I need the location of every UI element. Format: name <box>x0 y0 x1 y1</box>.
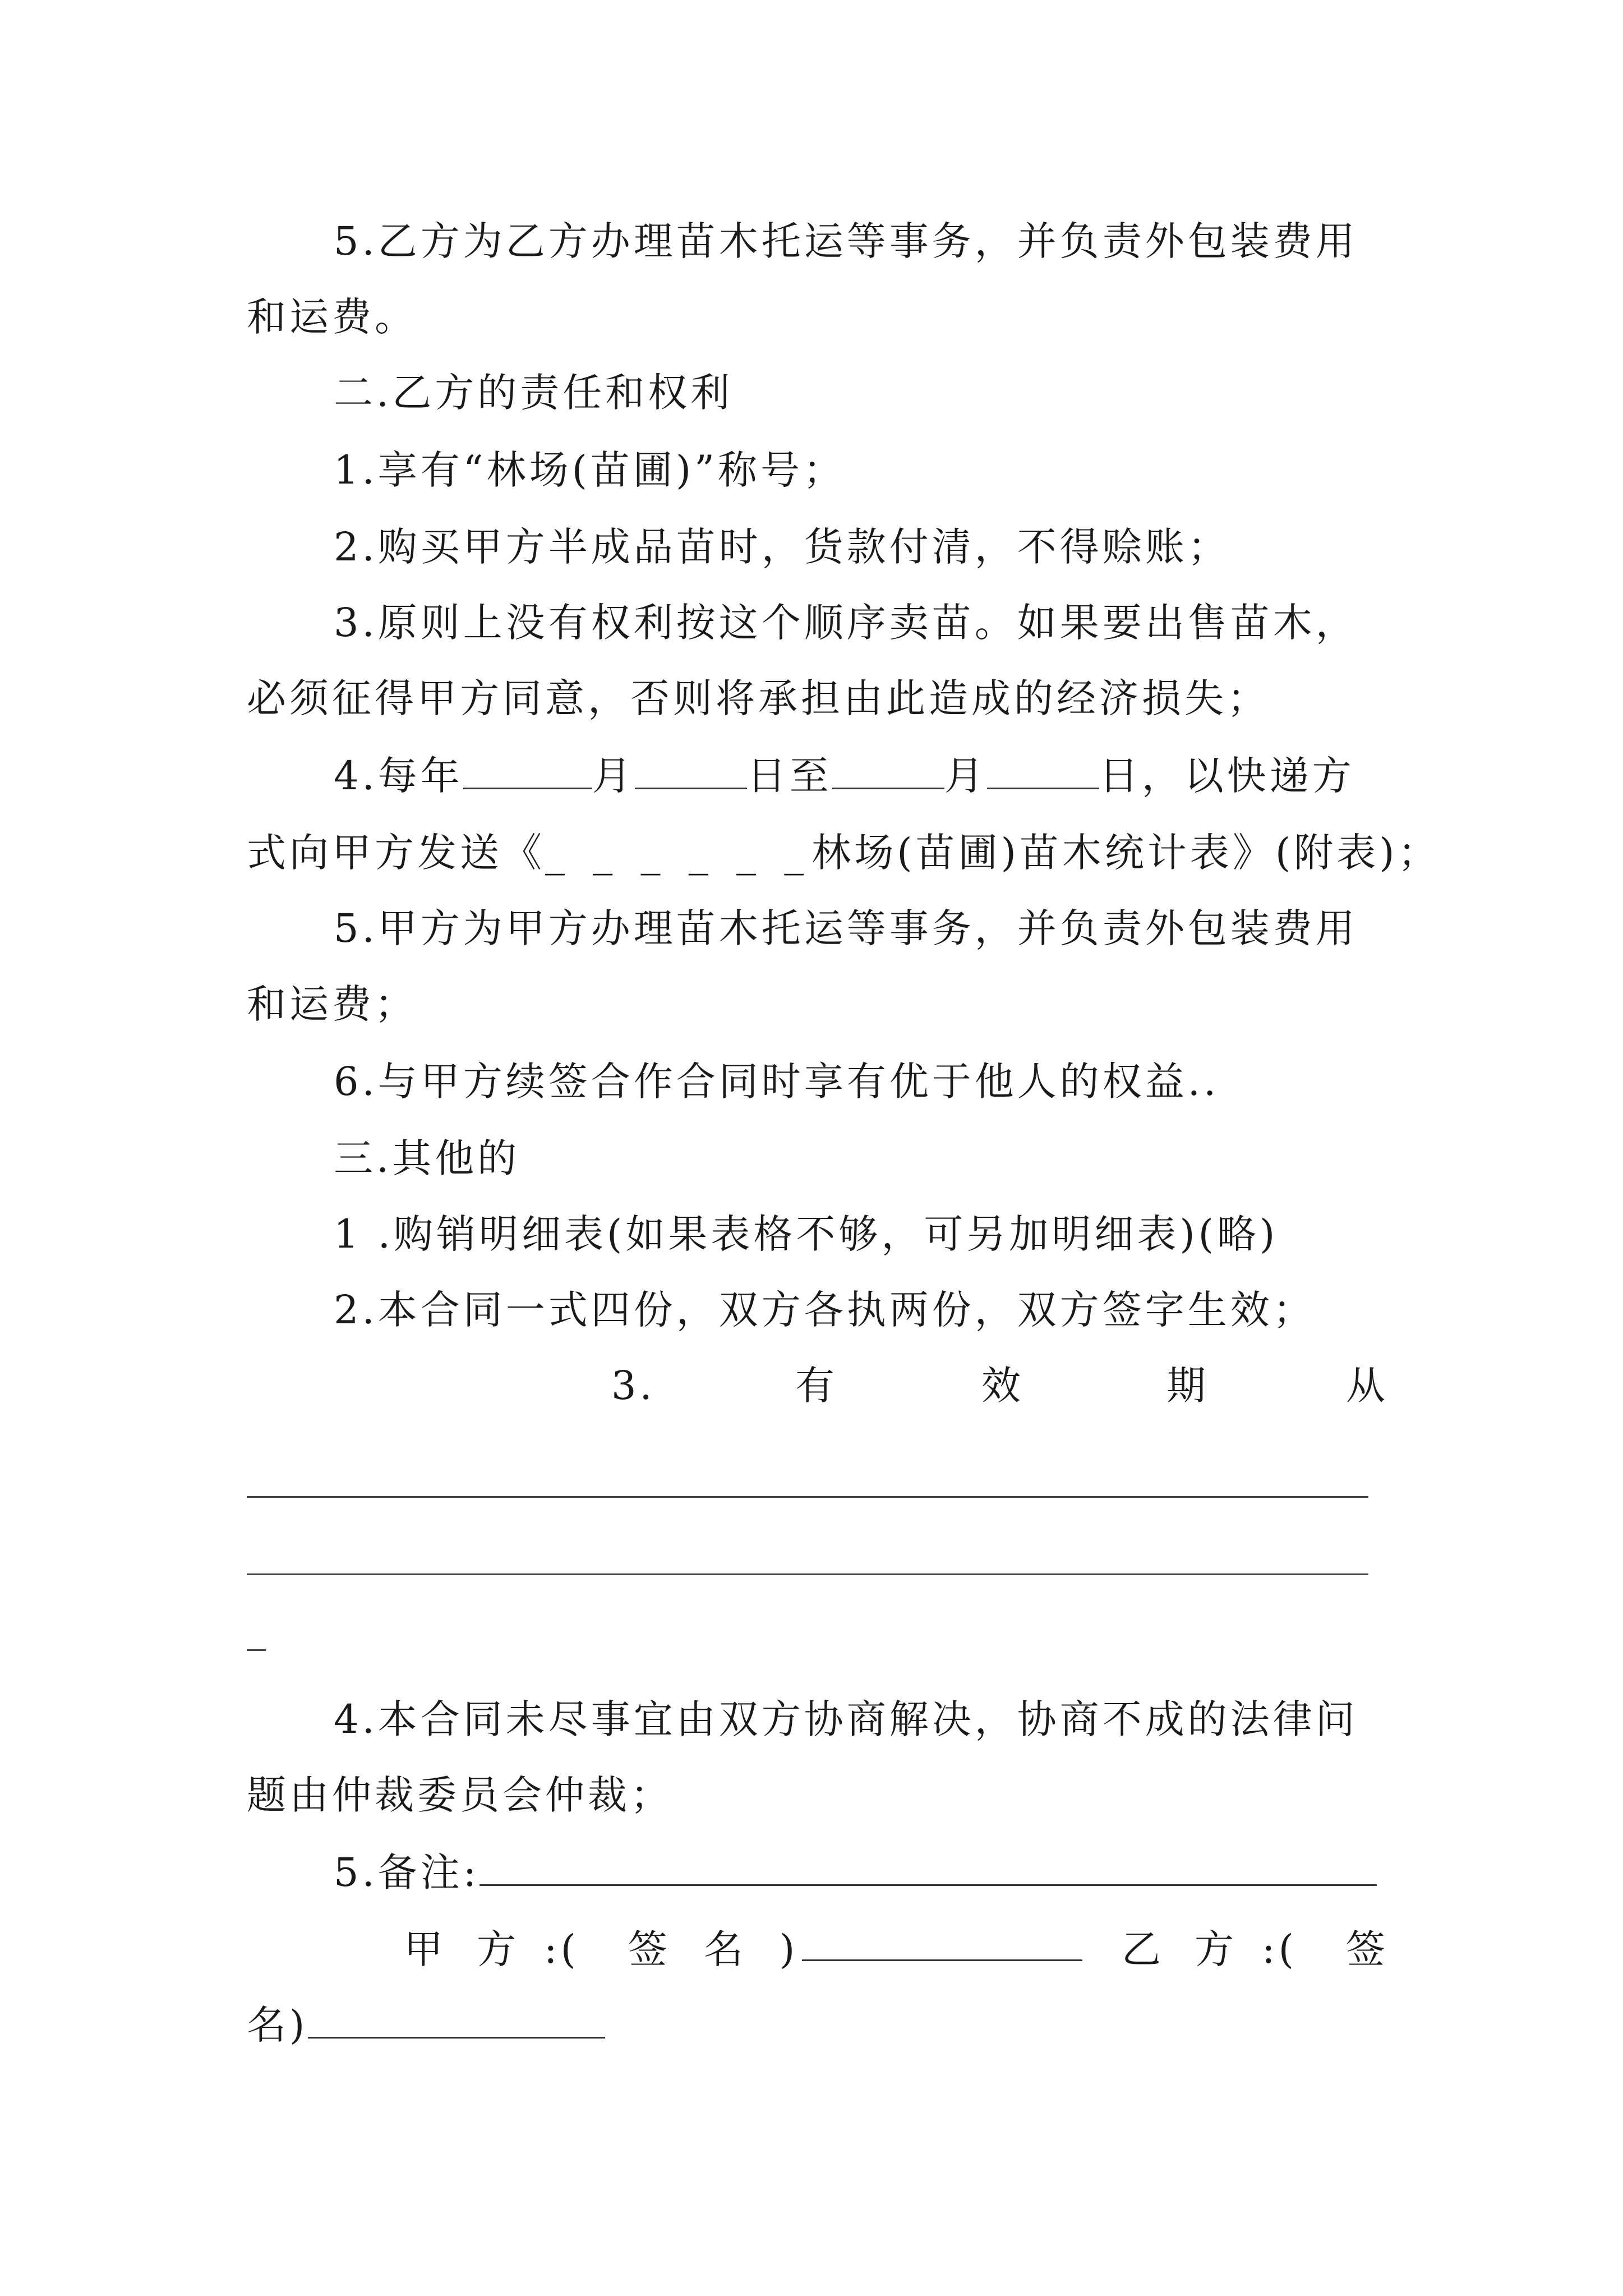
text-segment: 月 <box>592 753 635 799</box>
day-blank <box>987 749 1099 789</box>
section-heading: 二.乙方的责任和权利 <box>334 370 734 416</box>
spread-char: 有 <box>795 1363 838 1409</box>
text-segment: 林场(苗圃)苗木统计表》(附表)； <box>811 830 1441 876</box>
remarks-blank <box>479 1846 1377 1886</box>
name-blank: _ _ _ _ _ _ <box>545 830 812 876</box>
text-segment: 式向甲方发送《 <box>247 830 545 876</box>
remarks-label: 5.备注: <box>334 1849 480 1895</box>
spread-char: 签 <box>628 1926 671 1972</box>
signature-line-cont <box>247 1997 1385 2053</box>
spread-char: 甲 <box>404 1926 446 1972</box>
spread-char: 方 <box>477 1926 519 1972</box>
spread-char: 期 <box>1166 1363 1209 1409</box>
para-line: 2.本合同一式四份，双方各执两份，双方签字生效； <box>334 1287 1316 1333</box>
text-segment: 月 <box>944 753 987 799</box>
validity-line <box>247 1358 1389 1414</box>
validity-blank-line <box>247 1496 1368 1498</box>
para-line: 5.乙方为乙方办理苗木托运等事务，并负责外包装费用 <box>334 218 1358 264</box>
para-line-blanks <box>334 748 1385 804</box>
para-line: 5.甲方为甲方办理苗木托运等事务，并负责外包装费用 <box>334 905 1358 951</box>
spread-char: 名 <box>704 1926 746 1972</box>
spread-char: ) <box>780 1926 799 1972</box>
spread-char: 3. <box>611 1363 656 1409</box>
spread-char: 签 <box>1346 1926 1389 1972</box>
para-line: 3.原则上没有权利按这个顺序卖苗。如果要出售苗木， <box>334 600 1358 646</box>
month-blank <box>832 749 944 789</box>
spread-char: :( <box>1262 1926 1297 1972</box>
spread-char: 从 <box>1346 1363 1389 1409</box>
signature-line <box>247 1921 1389 1977</box>
text-segment: 日至 <box>746 753 832 799</box>
party-b-signature-blank <box>308 1999 605 2039</box>
para-line: 1 .购销明细表(如果表格不够，可另加明细表)(略) <box>334 1211 1279 1257</box>
para-line: 和运费； <box>247 981 417 1027</box>
spread-char: 方 <box>1195 1926 1237 1972</box>
party-a-signature-blank <box>802 1921 1082 1961</box>
remarks-line <box>334 1844 1385 1901</box>
para-line <box>247 825 1441 881</box>
para-line: 6.与甲方续签合作合同时享有优于他人的权益.. <box>334 1059 1220 1105</box>
para-line: 必须征得甲方同意，否则将承担由此造成的经济损失； <box>247 675 1270 721</box>
day-blank <box>635 749 747 789</box>
text-segment: 日，以快递方 <box>1099 753 1355 799</box>
para-line: 4.本合同未尽事宜由双方协商解决，协商不成的法律问 <box>334 1696 1358 1742</box>
spread-char: :( <box>544 1926 579 1972</box>
para-line: 和运费。 <box>247 294 417 340</box>
validity-blank-line <box>247 1573 1368 1575</box>
section-heading: 三.其他的 <box>334 1135 520 1181</box>
text-segment: 4.每年 <box>334 753 463 799</box>
spread-char: 乙 <box>1122 1926 1164 1972</box>
text-segment: 名) <box>247 2002 308 2048</box>
para-line: 1.享有“林场(苗圃)”称号； <box>334 447 846 493</box>
para-line: 题由仲裁委员会仲裁； <box>247 1772 673 1818</box>
para-line: 2.购买甲方半成品苗时，货款付清，不得赊账； <box>334 524 1230 570</box>
spread-char: 效 <box>981 1363 1024 1409</box>
validity-blank-tail <box>247 1649 266 1651</box>
month-blank <box>463 749 592 789</box>
